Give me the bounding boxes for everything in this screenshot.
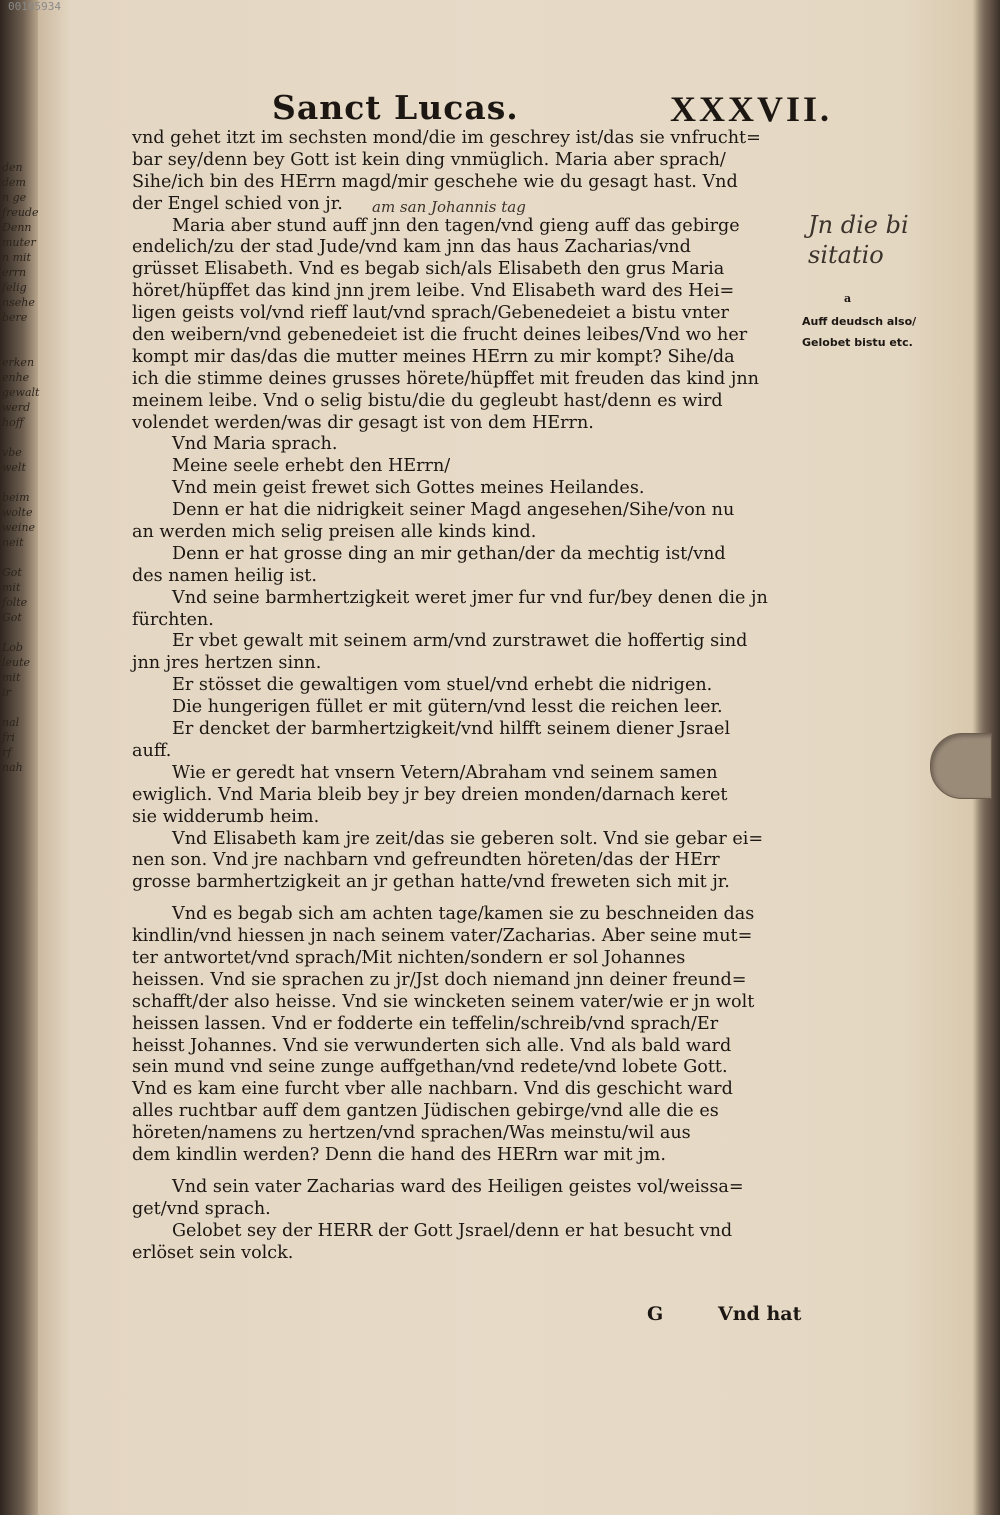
handwritten-note: am san Johannis tag [372,198,526,216]
text-line: sein mund vnd seine zunge auffgethan/vnd redete/vnd lobete Gott. [132,1057,728,1078]
text-line: Vnd es kam eine furcht vber alle nachbarn. Vnd dis geschicht ward [132,1079,733,1100]
text-line: schafft/der also heisse. Vnd sie wincketen seinem vater/wie er jn wolt [132,991,755,1012]
text-line: dem kindlin werden? Denn die hand des HERrn war mit jm. [132,1144,666,1165]
text-line: Gelobet sey der HERR der Gott Jsrael/denn er hat besucht vnd [172,1220,733,1241]
text-line: des namen heilig ist. [132,565,317,586]
catchword: Vnd hat [718,1303,802,1325]
text-line: Er dencket der barmhertzigkeit/vnd hilfft seinem diener Jsrael [172,719,731,740]
text-line: heissen lassen. Vnd er fodderte ein teffelin/schreib/vnd sprach/Er [132,1013,719,1034]
text-line: volendet werden/was dir gesagt ist von dem HErrn. [132,412,594,433]
book-clasp-tab [930,733,992,799]
running-title: Sanct Lucas. [272,88,519,127]
text-line: Vnd Maria sprach. [172,434,338,455]
paragraph-gap [132,1167,802,1177]
margin-handwriting-line: sitatio [808,241,884,269]
gloss-mark: a [844,292,852,305]
text-line: fürchten. [132,609,214,630]
folio-number: XXXVII. [669,89,832,129]
text-line: kompt mir das/das die mutter meines HErrn zu mir kompt? Sihe/da [132,346,735,367]
text-line: Wie er geredt hat vnsern Vetern/Abraham vnd seinem samen [172,762,718,783]
text-line: Er vbet gewalt mit seinem arm/vnd zurstrawet die hoffertig sind [172,631,748,652]
text-line: alles ruchtbar auff dem gantzen Jüdischen gebirge/vnd alle die es [132,1101,719,1122]
margin-gloss [802,311,930,353]
text-line: erlöset sein volck. [132,1242,294,1263]
gloss-line: Auff deudsch also/ [802,315,917,328]
paragraph-gap [132,894,802,904]
text-line: ewiglich. Vnd Maria bleib bey jr bey dreien monden/darnach keret [132,784,728,805]
text-line: jnn jres hertzen sinn. [132,653,322,674]
adjacent-page-text: den dem n ge freude Denn muter n mit errn felig nsehe bere erken enhe gewalt werd hoff vbe welt beim wolte weine neit Got mit folte Got Lob leute mit ir nal fri rf nah [2,161,40,774]
text-line: ich die stimme deines grusses hörete/hüpffet mit freuden das kind jnn [132,368,760,389]
text-line: Die hungerigen füllet er mit gütern/vnd lesst die reichen leer. [172,697,723,718]
text-line: Vnd sein vater Zacharias ward des Heiligen geistes vol/weissa= [172,1176,744,1197]
text-line: heisst Johannes. Vnd sie verwunderten sich alle. Vnd als bald ward [132,1035,732,1056]
text-line: nen son. Vnd jre nachbarn vnd gefreundten höreten/das der HErr [132,850,720,871]
text-line: ligen geists vol/vnd rieff laut/vnd sprach/Gebenedeiet a bistu vnter [132,303,729,324]
text-line: vnd gehet itzt im sechsten mond/die im geschrey ist/das sie vnfrucht= [132,128,761,148]
text-line: Denn er hat die nidrigkeit seiner Magd angesehen/Sihe/von nu [172,500,735,521]
text-line: heissen. Vnd sie sprachen zu jr/Jst doch niemand jnn deiner freund= [132,969,747,990]
text-line: Maria aber stund auff jnn den tagen/vnd gieng auff das gebirge [172,215,740,236]
scan-code: 00105934 [8,0,61,13]
signature-mark: G [647,1303,664,1325]
text-line: höret/hüpffet das kind jnn jrem leibe. Vnd Elisabeth ward des Hei= [132,281,735,302]
text-line: Denn er hat grosse ding an mir gethan/der da mechtig ist/vnd [172,543,726,564]
text-line: Vnd Elisabeth kam jre zeit/das sie geberen solt. Vnd sie gebar ei= [172,828,764,849]
text-line: endelich/zu der stad Jude/vnd kam jnn das haus Zacharias/vnd [132,237,691,258]
text-line: meinem leibe. Vnd o selig bistu/die du gegleubt hast/denn es wird [132,390,723,411]
text-line: Er stösset die gewaltigen vom stuel/vnd erhebt die nidrigen. [172,675,713,696]
margin-handwriting-line: Jn die bi [808,211,909,239]
text-line: bar sey/denn bey Gott ist kein ding vnmüglich. Maria aber sprach/ [132,149,726,170]
text-line: kindlin/vnd hiessen jn nach seinem vater/Zacharias. Aber seine mut= [132,926,753,947]
adjacent-page-edge [0,0,38,1515]
text-line: an werden mich selig preisen alle kinds kind. [132,522,537,543]
text-line: Meine seele erhebt den HErrn/ [172,456,451,477]
text-line: ter antwortet/vnd sprach/Mit nichten/sondern er sol Johannes [132,947,686,968]
text-line: grosse barmhertzigkeit an jr gethan hatte/vnd freweten sich mit jr. [132,872,730,893]
text-line: Vnd es begab sich am achten tage/kamen sie zu beschneiden das [172,904,755,925]
gloss-line: Gelobet bistu etc. [802,336,913,349]
text-line: sie widderumb heim. [132,806,320,827]
body-text [132,128,802,1264]
text-line: Vnd mein geist frewet sich Gottes meines Heilandes. [172,478,645,499]
text-line: der Engel schied von jr. [132,193,343,214]
text-line: auff. [132,740,172,761]
text-line: Vnd seine barmhertzigkeit weret jmer fur vnd fur/bey denen die jn [172,587,768,608]
text-line: get/vnd sprach. [132,1198,271,1219]
text-line: grüsset Elisabeth. Vnd es begab sich/als Elisabeth den grus Maria [132,259,725,280]
margin-handwriting [808,210,928,270]
text-line: den weibern/vnd gebenedeiet ist die frucht deines leibes/Vnd wo her [132,325,748,346]
text-line: Sihe/ich bin des HErrn magd/mir geschehe wie du gesagt hast. Vnd [132,171,738,192]
text-line: höreten/namens zu hertzen/vnd sprachen/Was meinstu/wil aus [132,1123,691,1144]
